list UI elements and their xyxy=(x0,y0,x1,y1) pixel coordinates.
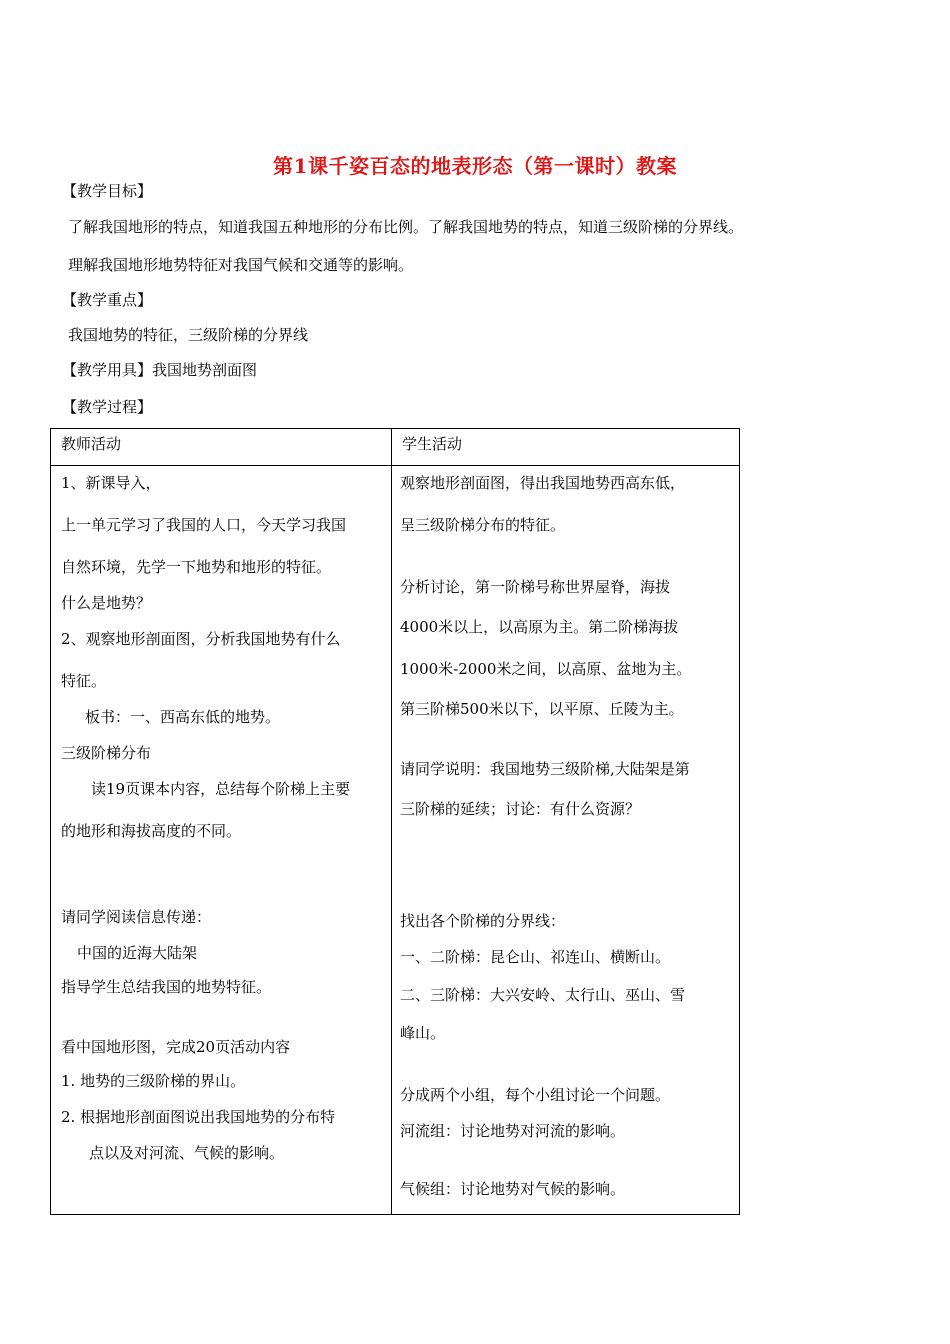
student-line: 二、三阶梯：大兴安岭、太行山、巫山、雪 xyxy=(400,986,686,1004)
process-heading: 【教学过程】 xyxy=(62,398,153,416)
student-line: 峰山。 xyxy=(400,1024,446,1042)
teacher-line: 三级阶梯分布 xyxy=(61,744,152,762)
student-column-header xyxy=(392,429,740,466)
teacher-line: 指导学生总结我国的地势特征。 xyxy=(61,978,272,996)
student-activity-cell xyxy=(392,466,740,1215)
teacher-line: 2、观察地形剖面图，分析我国地势有什么 xyxy=(61,630,341,648)
student-line: 1000米-2000米之间，以高原、盆地为主。 xyxy=(400,660,692,678)
keypoints-line: 我国地势的特征，三级阶梯的分界线 xyxy=(68,326,309,344)
student-header-label: 学生活动 xyxy=(402,435,463,453)
teacher-line: 请同学阅读信息传递： xyxy=(61,908,212,926)
teacher-line: 特征。 xyxy=(61,672,107,690)
teacher-activity-cell xyxy=(51,466,392,1215)
teacher-line: 中国的近海大陆架 xyxy=(77,944,198,962)
objectives-heading: 【教学目标】 xyxy=(62,182,153,200)
teacher-line: 点以及对河流、气候的影响。 xyxy=(89,1144,285,1162)
student-line: 请同学说明：我国地势三级阶梯,大陆架是第 xyxy=(400,760,690,778)
student-line: 河流组：讨论地势对河流的影响。 xyxy=(400,1122,626,1140)
student-line: 第三阶梯500米以下，以平原、丘陵为主。 xyxy=(400,700,684,718)
objectives-line-2: 理解我国地形地势特征对我国气候和交通等的影响。 xyxy=(68,256,414,274)
student-line: 找出各个阶梯的分界线： xyxy=(400,912,566,930)
teacher-line: 2. 根据地形剖面图说出我国地势的分布特 xyxy=(61,1108,336,1126)
teacher-line: 1、新课导入， xyxy=(61,474,161,492)
teacher-line: 板书：一、西高东低的地势。 xyxy=(85,708,281,726)
teacher-line: 上一单元学习了我国的人口，今天学习我国 xyxy=(61,516,347,534)
keypoints-heading: 【教学重点】 xyxy=(62,291,153,309)
tools-line: 【教学用具】我国地势剖面图 xyxy=(62,361,258,379)
teacher-line: 的地形和海拔高度的不同。 xyxy=(61,822,242,840)
process-table xyxy=(50,428,740,1215)
objectives-line-1: 了解我国地形的特点，知道我国五种地形的分布比例。了解我国地势的特点，知道三级阶梯的分界线。 xyxy=(68,218,744,236)
teacher-line: 什么是地势？ xyxy=(61,594,152,612)
student-line: 气候组：讨论地势对气候的影响。 xyxy=(400,1180,626,1198)
student-line: 呈三级阶梯分布的特征。 xyxy=(400,516,566,534)
document-title: 第1课千姿百态的地表形态（第一课时）教案 xyxy=(273,154,677,178)
teacher-line: 读19页课本内容，总结每个阶梯上主要 xyxy=(91,780,351,798)
student-line: 分析讨论，第一阶梯号称世界屋脊，海拔 xyxy=(400,578,671,596)
teacher-line: 自然环境，先学一下地势和地形的特征。 xyxy=(61,558,332,576)
student-line: 4000米以上，以高原为主。第二阶梯海拔 xyxy=(400,618,679,636)
student-line: 分成两个小组，每个小组讨论一个问题。 xyxy=(400,1086,671,1104)
student-line: 一、二阶梯：昆仑山、祁连山、横断山。 xyxy=(400,948,671,966)
student-line: 三阶梯的延续；讨论：有什么资源？ xyxy=(400,800,641,818)
teacher-line: 1. 地势的三级阶梯的界山。 xyxy=(61,1072,246,1090)
student-line: 观察地形剖面图，得出我国地势西高东低， xyxy=(400,474,686,492)
teacher-header-label: 教师活动 xyxy=(61,435,122,453)
teacher-line: 看中国地形图，完成20页活动内容 xyxy=(61,1038,291,1056)
teacher-column-header xyxy=(51,429,392,466)
